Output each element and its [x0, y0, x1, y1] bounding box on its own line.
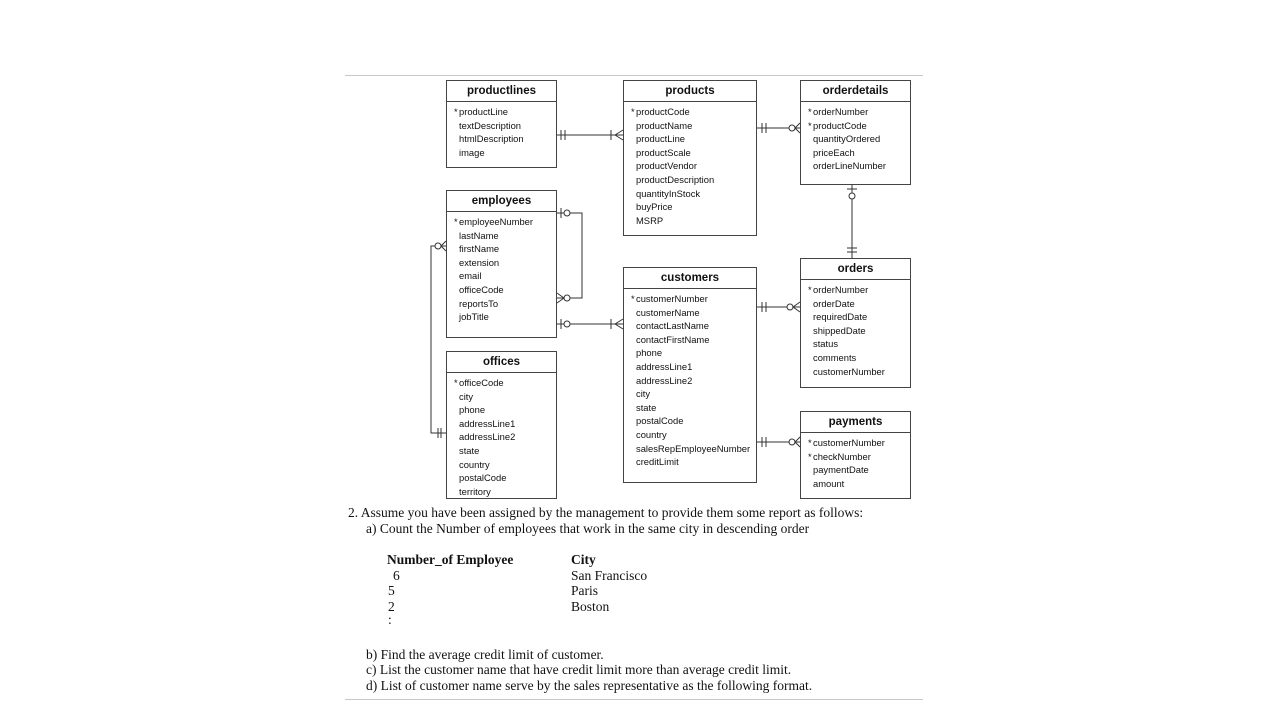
link-orderdetails-orders — [847, 185, 857, 258]
primary-key-field: * officeCode — [459, 376, 556, 390]
question-b: b) Find the average credit limit of customer. — [366, 647, 604, 662]
entity-field: paymentDate — [813, 464, 869, 476]
link-customers-orders — [757, 302, 800, 312]
primary-key-field: * employeeNumber — [459, 215, 556, 229]
entity-field: city — [636, 388, 651, 400]
table-header-city: City — [571, 552, 596, 567]
entity-field: quantityInStock — [636, 187, 701, 199]
question-a: a) Count the Number of employees that work in the same city in descending order — [366, 521, 810, 536]
entity-field: customerName — [636, 306, 700, 318]
entity-field: requiredDate — [813, 311, 868, 323]
entity-field: creditLimit — [636, 456, 679, 468]
entity-field: productName — [636, 119, 693, 131]
question-d: d) List of customer name serve by the sales representative as the following format. — [366, 678, 813, 693]
entity-field: orderDate — [813, 297, 855, 309]
table-row-count: 6 — [393, 568, 400, 583]
entity-field: productVendor — [636, 160, 697, 172]
entity-title: productlines — [447, 81, 556, 102]
entity-field: firstName — [459, 243, 500, 255]
link-employees-self — [557, 208, 582, 303]
entity-field: salesRepEmployeeNumber — [636, 442, 751, 454]
entity-field: reportsTo — [459, 297, 499, 309]
table-header-count: Number_of Employee — [387, 552, 514, 567]
table-row-count: 5 — [388, 583, 395, 598]
link-employees-customers — [557, 319, 623, 329]
entity-field: lastName — [459, 229, 499, 241]
entity-field: postalCode — [459, 472, 507, 484]
entity-field: territory — [459, 485, 491, 497]
link-offices-employees — [431, 241, 446, 438]
entity-field: comments — [813, 351, 857, 363]
entity-field: officeCode — [459, 283, 504, 295]
entity-field: extension — [459, 256, 500, 268]
entity-field: contactFirstName — [636, 333, 710, 345]
question-intro: 2. Assume you have been assigned by the management to provide them some report as follows: — [348, 505, 864, 520]
link-productlines-products — [557, 130, 623, 140]
entity-title: employees — [447, 191, 556, 212]
entity-field: productLine — [636, 133, 685, 145]
entity-field: addressLine2 — [636, 374, 693, 386]
entity-field: amount — [813, 477, 845, 489]
link-products-orderdetails — [757, 123, 800, 133]
entity-field: orderLineNumber — [813, 160, 886, 172]
entity-field: phone — [459, 404, 486, 416]
entity-field: status — [813, 338, 839, 350]
entity-field: buyPrice — [636, 201, 673, 213]
primary-key-field: * checkNumber — [813, 450, 910, 464]
table-row-city: San Francisco — [571, 568, 648, 583]
primary-key-field: * customerNumber — [813, 436, 910, 450]
primary-key-field: * orderNumber — [813, 105, 910, 119]
entity-field: country — [459, 458, 490, 470]
entity-field: customerNumber — [813, 365, 885, 377]
primary-key-field: * productCode — [813, 119, 910, 133]
primary-key-field: * customerNumber — [636, 292, 756, 306]
entity-title: customers — [624, 268, 756, 289]
entity-title: products — [624, 81, 756, 102]
entity-field: jobTitle — [459, 311, 489, 323]
entity-field: addressLine1 — [459, 417, 516, 429]
entity-field: productDescription — [636, 173, 715, 185]
entity-field: textDescription — [459, 119, 522, 131]
primary-key-field: * orderNumber — [813, 283, 910, 297]
entity-field: country — [636, 428, 667, 440]
entity-field: productScale — [636, 146, 691, 158]
entity-field: addressLine1 — [636, 360, 693, 372]
entity-title: orders — [801, 259, 910, 280]
entity-field: addressLine2 — [459, 431, 516, 443]
entity-title: orderdetails — [801, 81, 910, 102]
entity-field: shippedDate — [813, 324, 866, 336]
entity-field: postalCode — [636, 415, 684, 427]
primary-key-field: * productCode — [636, 105, 756, 119]
link-customers-payments — [757, 437, 800, 447]
table-ellipsis: : — [388, 612, 392, 627]
question-c: c) List the customer name that have credit limit more than average credit limit. — [366, 662, 792, 677]
table-row-city: Boston — [571, 599, 610, 614]
entity-field: image — [459, 146, 485, 158]
entity-field: state — [459, 444, 480, 456]
entity-field: htmlDescription — [459, 133, 524, 145]
primary-key-field: * productLine — [459, 105, 556, 119]
entity-field: city — [459, 390, 474, 402]
entity-field: state — [636, 401, 657, 413]
entity-field: priceEach — [813, 146, 855, 158]
entity-field: phone — [636, 347, 663, 359]
table-row-city: Paris — [571, 583, 598, 598]
table-row-count: 2 — [388, 599, 395, 614]
entity-field: email — [459, 270, 482, 282]
entity-title: payments — [801, 412, 910, 433]
entity-field: quantityOrdered — [813, 133, 881, 145]
entity-title: offices — [447, 352, 556, 373]
entity-field: MSRP — [636, 214, 664, 226]
entity-field: contactLastName — [636, 320, 709, 332]
